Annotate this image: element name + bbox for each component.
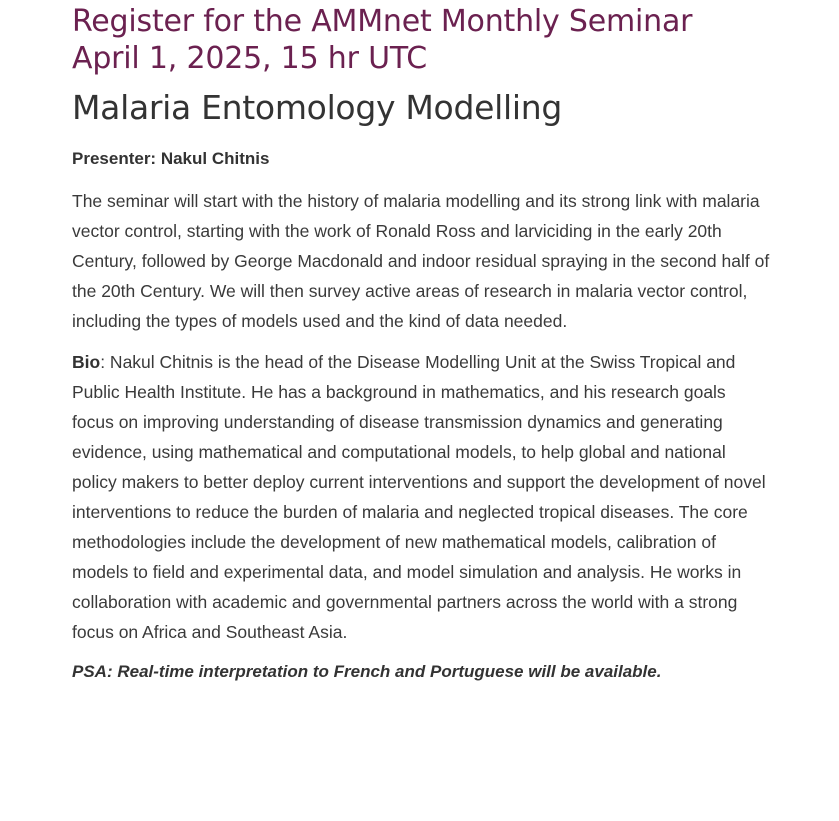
seminar-date-time: April 1, 2025, 15 hr UTC: [72, 41, 427, 76]
seminar-announcement: [72, 0, 772, 683]
presenter-line: Presenter: Nakul Chitnis: [72, 149, 270, 168]
presenter-bio: [72, 347, 772, 647]
seminar-topic-title: Malaria Entomology Modelling: [72, 88, 562, 127]
bio-text: : Nakul Chitnis is the head of the Disease Modelling Unit at the Swiss Tropical and Public Health Institute. He has a background in mathematics, and his research goals focus on improving understanding of disease transmission dynamics and generating evidence, using mathematical and computational models, to help global and national policy makers to better deploy current interventions and support the development of novel interventions to reduce the burden of malaria and neglected tropical diseases. The core methodologies include the development of new mathematical models, calibration of models to field and experimental data, and model simulation and analysis. He works in collaboration with academic and governmental partners across the world with a strong focus on Africa and Southeast Asia.: [72, 352, 766, 642]
seminar-description: The seminar will start with the history of malaria modelling and its strong link with malaria vector control, starting with the work of Ronald Ross and larviciding in the early 20th Century, followed by George Macdonald and indoor residual spraying in the second half of the 20th Century. We will then survey active areas of research in malaria vector control, including the types of models used and the kind of data needed.: [72, 191, 770, 331]
psa-notice: PSA: Real-time interpretation to French and Portuguese will be available.: [72, 662, 662, 681]
bio-label: Bio: [72, 352, 101, 372]
register-heading: [72, 3, 772, 77]
register-title: Register for the AMMnet Monthly Seminar: [72, 4, 693, 39]
